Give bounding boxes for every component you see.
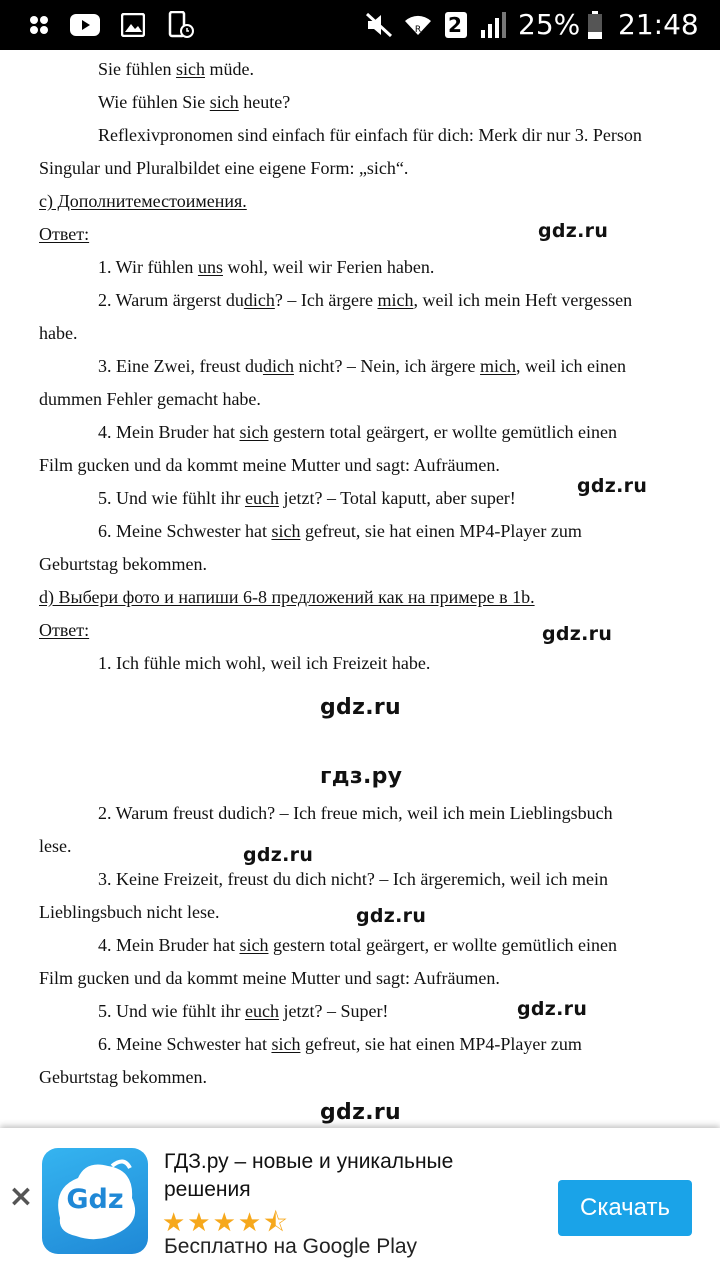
text-line: 6. Meine Schwester hat sich gefreut, sie hat einen MP4-Player zum: [98, 521, 582, 541]
watermark: gdz.ru: [356, 905, 427, 927]
document-page[interactable]: [0, 50, 720, 1128]
sim-badge-number: 2: [448, 13, 462, 37]
section-heading-d: d) Выбери фото и напиши 6-8 предложений как на примере в 1b.: [39, 587, 535, 607]
app-logo-text: Gdz: [66, 1184, 124, 1215]
text-line: habe.: [39, 323, 78, 343]
answer-label: Ответ:: [39, 224, 90, 244]
text-line: 6. Meine Schwester hat sich gefreut, sie hat einen MP4-Player zum: [98, 1034, 582, 1054]
svg-text:R: R: [414, 25, 422, 35]
clock: 21:48: [618, 8, 699, 41]
text-line: Lieblingsbuch nicht lese.: [39, 902, 220, 922]
watermark: gdz.ru: [542, 623, 613, 645]
rating-stars-icon: ★★★★⯪: [162, 1208, 290, 1238]
watermark: гдз.ру: [320, 764, 403, 789]
youtube-icon: [70, 12, 100, 38]
text-line: 3. Eine Zwei, freust dudich nicht? – Nein, ich ärgere mich, weil ich einen: [98, 356, 627, 376]
text-line: lese.: [39, 836, 72, 856]
text-line: Film gucken und da kommt meine Mutter und sagt: Aufräumen.: [39, 455, 500, 475]
text-line: Film gucken und da kommt meine Mutter und sagt: Aufräumen.: [39, 968, 500, 988]
text-line: Geburtstag bekommen.: [39, 1067, 207, 1087]
phone-clock-icon: [166, 12, 196, 38]
text-line: 1. Wir fühlen uns wohl, weil wir Ferien haben.: [98, 257, 435, 277]
status-bar: [0, 0, 720, 50]
section-heading-c: c) Дополнитеместоимения.: [39, 191, 247, 211]
battery-icon: [586, 12, 604, 38]
watermark: gdz.ru: [538, 220, 609, 242]
text-line: 2. Warum freust dudich? – Ich freue mich, weil ich mein Lieblingsbuch: [98, 803, 613, 823]
close-icon[interactable]: ×: [8, 1179, 34, 1214]
download-button[interactable]: Скачать: [558, 1180, 692, 1236]
wifi-icon: [402, 12, 434, 38]
watermark: gdz.ru: [320, 1100, 401, 1125]
watermark: gdz.ru: [243, 844, 314, 866]
mute-icon: [364, 12, 394, 38]
text-line: 1. Ich fühle mich wohl, weil ich Freizeit habe.: [98, 653, 431, 673]
ad-title[interactable]: ГДЗ.ру – новые и уникальные решения: [164, 1150, 454, 1201]
text-line: Wie fühlen Sie sich heute?: [98, 92, 291, 112]
app-logo[interactable]: [42, 1148, 148, 1254]
battery-percent: 25%: [518, 8, 581, 41]
ad-subtitle: Бесплатно на Google Play: [164, 1235, 418, 1258]
text-line: dummen Fehler gemacht habe.: [39, 389, 261, 409]
text-line: 4. Mein Bruder hat sich gestern total geärgert, er wollte gemütlich einen: [98, 422, 618, 442]
text-line: Sie fühlen sich müde.: [98, 59, 254, 79]
gamepad-icon: [26, 12, 52, 38]
watermark: gdz.ru: [517, 998, 588, 1020]
text-line: Reflexivpronomen sind einfach für einfach für dich: Merk dir nur 3. Person: [98, 125, 642, 145]
ad-banner[interactable]: [0, 1128, 720, 1280]
text-line: 5. Und wie fühlt ihr euch jetzt? – Super!: [98, 1001, 389, 1021]
watermark: gdz.ru: [577, 475, 648, 497]
signal-icon: [478, 12, 508, 38]
text-line: Singular und Pluralbildet eine eigene Form: „sich“.: [39, 158, 409, 178]
text-line: Geburtstag bekommen.: [39, 554, 207, 574]
text-line: 4. Mein Bruder hat sich gestern total geärgert, er wollte gemütlich einen: [98, 935, 618, 955]
image-icon: [120, 12, 146, 38]
watermark: gdz.ru: [320, 695, 401, 720]
text-line: 2. Warum ärgerst dudich? – Ich ärgere mich, weil ich mein Heft vergessen: [98, 290, 633, 310]
answer-label: Ответ:: [39, 620, 90, 640]
text-line: 5. Und wie fühlt ihr euch jetzt? – Total kaputt, aber super!: [98, 488, 516, 508]
text-line: 3. Keine Freizeit, freust du dich nicht? – Ich ärgeremich, weil ich mein: [98, 869, 608, 889]
